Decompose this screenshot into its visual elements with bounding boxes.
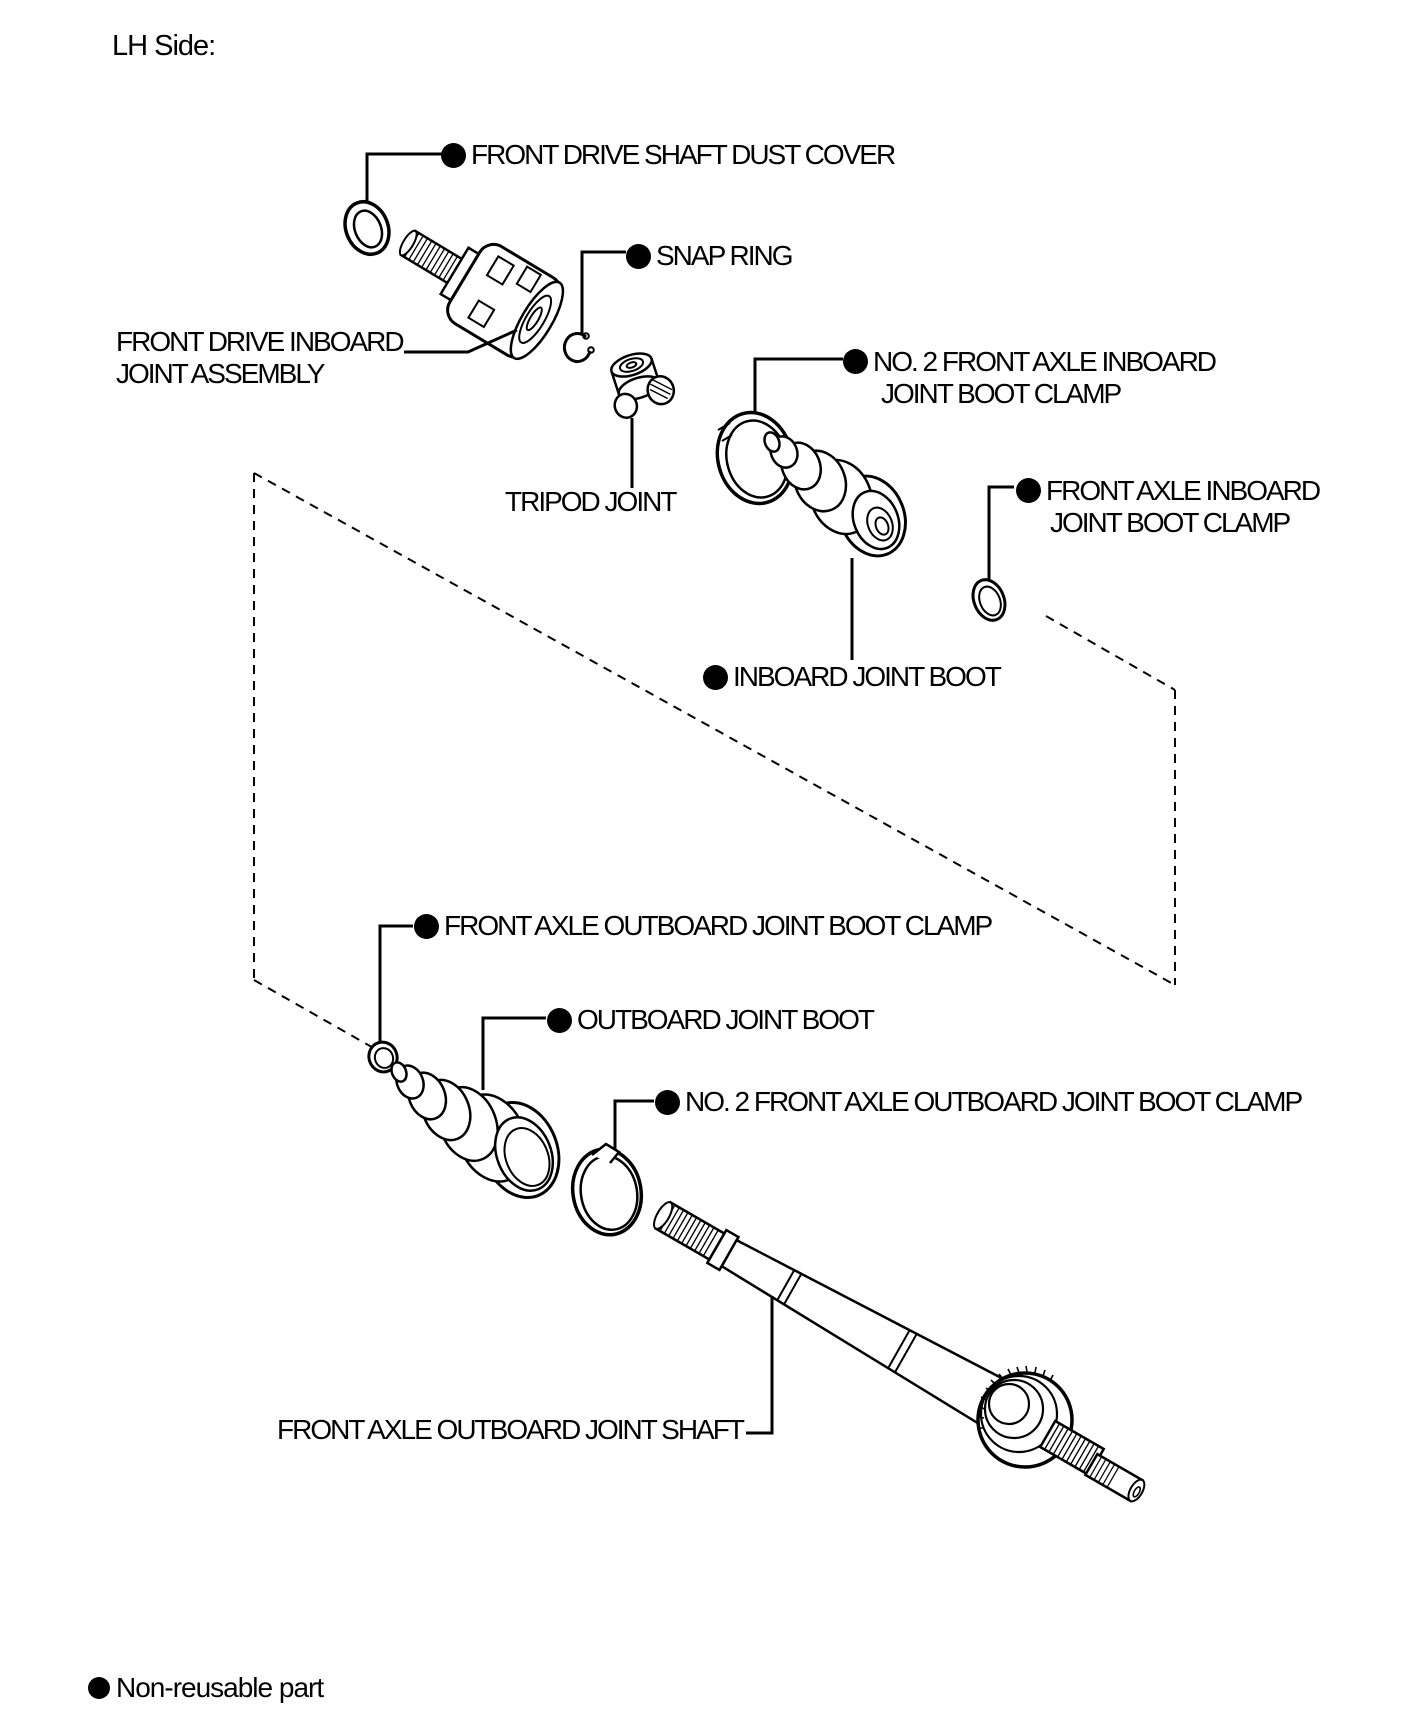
non-reusable-dot <box>843 349 868 374</box>
label-inboard-boot <box>703 661 1000 693</box>
label-outboard-shaft <box>277 1414 743 1446</box>
label-text: OUTBOARD JOINT BOOT <box>577 1004 873 1035</box>
inboard-joint-boot-drawing <box>762 430 917 566</box>
non-reusable-dot <box>703 665 728 690</box>
snap-ring-drawing <box>564 333 593 361</box>
label-text: SNAP RING <box>656 240 792 271</box>
legend-text: Non-reusable part <box>116 1672 324 1703</box>
non-reusable-dot <box>626 244 651 269</box>
legend-non-reusable <box>88 1672 323 1704</box>
boot-kit-dashed-outline <box>254 473 1175 1050</box>
label-outboard-boot <box>547 1004 873 1036</box>
label-text-line2: JOINT ASSEMBLY <box>116 358 324 389</box>
label-no2-inboard-clamp <box>843 346 1215 410</box>
outboard-joint-boot-drawing <box>389 1060 573 1209</box>
label-text: FRONT AXLE OUTBOARD JOINT BOOT CLAMP <box>444 910 992 941</box>
label-no2-outboard-clamp <box>655 1086 1301 1118</box>
non-reusable-dot <box>547 1008 572 1033</box>
front-axle-outboard-joint-shaft-drawing <box>648 1196 1147 1504</box>
label-text-line1: FRONT AXLE INBOARD <box>1046 475 1320 506</box>
no2-outboard-clamp-drawing <box>566 1144 648 1241</box>
front-drive-inboard-joint-assembly-drawing <box>381 202 573 367</box>
label-text-line1: NO. 2 FRONT AXLE INBOARD <box>873 346 1216 377</box>
inboard-clamp-drawing <box>967 575 1011 625</box>
non-reusable-dot <box>655 1090 680 1115</box>
label-text: INBOARD JOINT BOOT <box>733 661 1000 692</box>
label-text: NO. 2 FRONT AXLE OUTBOARD JOINT BOOT CLAMP <box>685 1086 1302 1117</box>
label-inboard-clamp <box>1016 475 1319 539</box>
label-text-line1: FRONT DRIVE INBOARD <box>116 326 403 357</box>
non-reusable-dot <box>414 914 439 939</box>
label-text: FRONT DRIVE SHAFT DUST COVER <box>471 139 895 170</box>
label-snap-ring <box>626 240 792 272</box>
label-dust-cover <box>441 139 894 171</box>
label-text: FRONT AXLE OUTBOARD JOINT SHAFT <box>277 1414 743 1445</box>
non-reusable-dot <box>441 143 466 168</box>
label-tripod-joint <box>505 486 675 518</box>
non-reusable-dot <box>1016 478 1041 503</box>
label-text: TRIPOD JOINT <box>505 486 676 517</box>
non-reusable-dot <box>88 1677 110 1699</box>
label-text-line2: JOINT BOOT CLAMP <box>1050 507 1290 538</box>
label-text-line2: JOINT BOOT CLAMP <box>881 378 1121 409</box>
dust-cover-drawing <box>337 195 396 261</box>
label-inboard-joint-assembly <box>116 326 403 390</box>
tripod-joint-drawing <box>601 345 678 420</box>
label-outboard-clamp <box>414 910 991 942</box>
page-title: LH Side: <box>112 30 216 62</box>
